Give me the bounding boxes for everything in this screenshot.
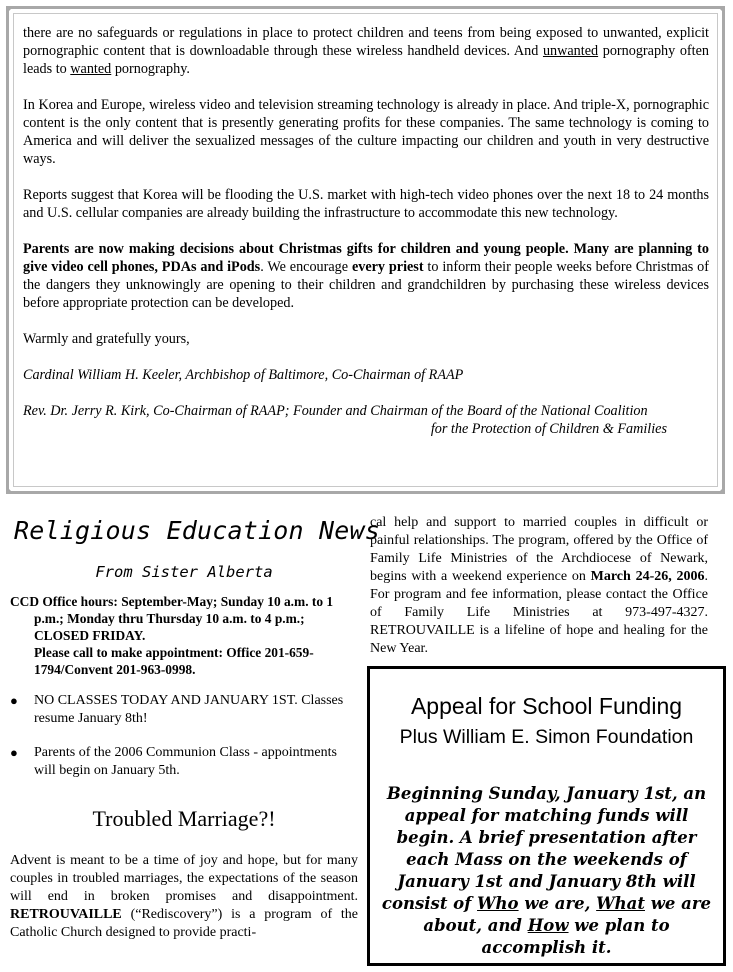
appeal-text: we are about, and bbox=[423, 894, 712, 935]
religious-education-notices bbox=[10, 692, 358, 780]
letter-paragraph bbox=[23, 240, 709, 312]
letter-paragraph: In Korea and Europe, wireless video and television streaming technology is already in place. And triple-X, pornographic content is the only content that is presently generating profits for these companies. The same technology is coming to America and will deliver the sexualized messages of the culture impacting our children and youth in very destructive ways. bbox=[23, 97, 709, 167]
signature-keeler: Cardinal William H. Keeler, Archbishop of Baltimore, Co-Chairman of RAAP bbox=[23, 367, 464, 383]
troubled-marriage-text bbox=[10, 852, 358, 942]
religious-education-subtitle: From Sister Alberta bbox=[95, 563, 273, 581]
signature-kirk-line2: for the Protection of Children & Families bbox=[430, 421, 667, 437]
ccd-hours-text: CCD Office hours: September-May; Sunday 10 a.m. to 1 p.m.; Monday thru Thursday 10 a.m. to 4 p.m.; CLOSED FRIDAY. bbox=[10, 594, 334, 643]
letter-underlined-word: unwanted bbox=[542, 43, 599, 59]
letter-bold-text: every priest bbox=[351, 259, 424, 275]
list-item bbox=[10, 692, 358, 728]
left-column bbox=[10, 512, 381, 942]
appeal-underlined-word: What bbox=[596, 894, 645, 913]
frame-corner-ornament bbox=[6, 486, 14, 494]
right-column bbox=[370, 514, 708, 658]
body-text: (“Rediscovery”) is a program of the Catholic Church designed to provide practi- bbox=[10, 907, 358, 940]
letter-paragraph bbox=[23, 24, 709, 78]
notice-text: Parents of the 2006 Communion Class - appointments will begin on January 5th. bbox=[34, 745, 337, 778]
bullet-icon: ● bbox=[10, 745, 18, 760]
appeal-body bbox=[376, 783, 717, 959]
letter-text: pornography. bbox=[111, 61, 190, 77]
appeal-title: Appeal for School Funding bbox=[410, 693, 683, 719]
body-text: . For program and fee information, please contact the Office of Family Life Ministries at 973-497-4327. RETROUVAILLE is a lifeline of hope and healing for the New Year. bbox=[370, 569, 708, 656]
signature-kirk bbox=[23, 402, 709, 438]
ccd-appointment-text: Please call to make appointment: Office 201-659-1794/Convent 201-963-0998. bbox=[34, 645, 314, 677]
frame-corner-ornament bbox=[717, 486, 725, 494]
appeal-text: Beginning Sunday, January 1st, an appeal for matching funds will begin. A brief presentation after each Mass on the weekends of January 1st and January 8th will consist of bbox=[381, 784, 707, 913]
letter-paragraph: Reports suggest that Korea will be flooding the U.S. market with high-tech video phones over the next 18 to 24 months and U.S. cellular companies are already building the infrastructure to accommodate this new technology. bbox=[23, 187, 709, 221]
raap-letter bbox=[23, 24, 709, 438]
letter-text: to inform their people weeks before Christmas of the dangers they unknowingly are opening to their children and grandchildren by purchasing these wireless devices before appropriate protection can be developed. bbox=[23, 259, 709, 311]
bullet-icon: ● bbox=[10, 693, 18, 708]
body-text: cal help and support to married couples in difficult or painful relationships. The program, offered by the Office of Family Life Ministries of the Archdiocese of Newark, begins with a weekend experience on bbox=[370, 515, 708, 584]
appeal-text: we are, bbox=[518, 894, 597, 913]
letter-text: . We encourage bbox=[260, 259, 352, 275]
appeal-text: we plan to accomplish it. bbox=[481, 916, 670, 957]
appeal-underlined-word: How bbox=[527, 916, 569, 935]
appeal-subtitle: Plus William E. Simon Foundation bbox=[399, 726, 694, 748]
letter-text: there are no safeguards or regulations in place to protect children and teens from being exposed to unwanted, explicit pornographic content that is downloadable through these wireless handheld devices. And bbox=[23, 25, 709, 59]
body-bold-text: RETROUVAILLE bbox=[10, 907, 122, 922]
body-bold-text: March 24-26, 2006 bbox=[590, 569, 705, 584]
frame-corner-ornament bbox=[717, 6, 725, 14]
signature-kirk-line1: Rev. Dr. Jerry R. Kirk, Co-Chairman of RAAP; Founder and Chairman of the Board of the National Coalition bbox=[23, 403, 648, 419]
religious-education-title: Religious Education News bbox=[14, 516, 381, 545]
letter-closing: Warmly and gratefully yours, bbox=[23, 331, 190, 347]
frame-corner-ornament bbox=[6, 6, 14, 14]
troubled-marriage-continued bbox=[370, 514, 708, 658]
letter-underlined-word: wanted bbox=[70, 61, 112, 77]
appeal-underlined-word: Who bbox=[477, 894, 519, 913]
body-text: Advent is meant to be a time of joy and hope, but for many couples in troubled marriages, the expectations of the season will end in broken promises and disappointment. bbox=[10, 853, 358, 904]
notice-text: NO CLASSES TODAY AND JANUARY 1ST. Classes resume January 8th! bbox=[34, 693, 344, 726]
list-item bbox=[10, 744, 358, 780]
letter-bold-text: Parents are now making decisions about Christmas gifts for children and young people. Many are planning to give video cell phones, PDAs and iPods bbox=[23, 241, 709, 275]
letter-text: pornography often leads to bbox=[23, 43, 709, 77]
appeal-box bbox=[367, 666, 726, 966]
troubled-marriage-title: Troubled Marriage?! bbox=[92, 806, 276, 831]
ccd-office-hours bbox=[10, 593, 358, 678]
